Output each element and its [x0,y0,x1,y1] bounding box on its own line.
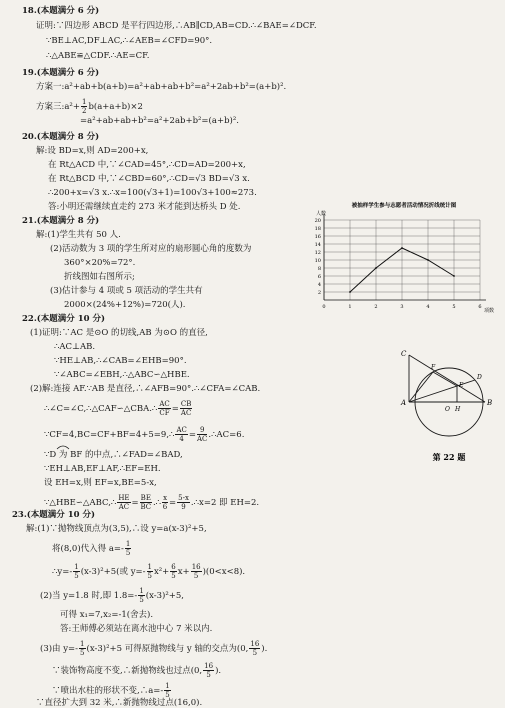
fraction: $\frac{1}{5}$ [74,563,79,580]
q22-line-9: ∵EH⊥AB,EF⊥AF,∴EF=EH. [44,464,161,474]
q23-line-2: 将(8,0)代入得 a=- $\frac{1}{5}$ [52,540,131,557]
y-tick-label: 18 [314,225,321,232]
q22-line-11: ∵△HBE∽△ABC,∴ $\frac{HE}{AC}$ = $\frac{BE}{BC}$ .∴ $\frac{x}{6}$ = $\frac{5-x}{9}$ .∴x=2 即 EH=2. [44,494,260,511]
q22-line-1: (1)证明:∵AC 是⊙O 的切线,AB 为⊙O 的直径, [30,328,208,338]
fraction: $\frac{HE}{AC}$ [118,494,130,511]
q23-line-10: ∵直径扩大到 32 米,∴新抛物线过点(16,0). [36,698,203,708]
x-tick-label: 3 [400,304,404,310]
x-tick-label: 2 [374,304,378,310]
q22-line-3: ∵HE⊥AB,∴∠CAB=∠EHB=90°. [54,356,187,366]
label-d: D [477,374,482,381]
q21-line-3: 360°×20%=72°. [64,258,136,268]
q20-line-3: 在 Rt△BCD 中,∵∠CBD=60°,∴CD=√3 BD=√3 x. [48,174,250,184]
x-tick-label: 4 [426,304,430,310]
fraction: $\frac{1}{5}$ [139,587,144,604]
chart-grid [324,220,480,300]
fraction: $\frac{x}{6}$ [162,494,168,511]
segment-fe [433,372,457,386]
q23-heading: 23.(本题满分 10 分) [12,510,96,520]
x-tick-label: 0 [322,304,326,310]
q22-line-8: ∵D 为 BF 的中点,∴∠FAD=∠BAD, [44,450,183,460]
data-point [427,259,429,261]
q20-line-4: ∴200+x=√3 x.∴x=100(√3+1)=100√3+100≈273. [48,188,257,198]
fraction: $\frac{1}{5}$ [147,563,152,580]
label-c: C [401,350,407,358]
q23-line-3: ∴y=- $\frac{1}{5}$ (x-3)²+5(或 y=- $\frac{1}{5}$ x²+ $\frac{6}{5}$ x+ $\frac{16}{5}$ )(0<x<8). [52,563,246,580]
x-tick-label: 1 [348,304,352,310]
q21-line-5: (3)估计参与 4 项或 5 项活动的学生共有 [50,286,203,296]
geometry-figure-q22 [365,350,505,465]
fraction: $\frac{1}{5}$ [125,540,131,557]
q23-line-9: ∵喷出水柱的形状不变,∴a=- $\frac{1}{5}$ [52,682,170,699]
figure-caption: 第 22 题 [432,452,466,462]
q18-line-2: ∵BE⊥AC,DF⊥AC,∴∠AEB=∠CFD=90°. [46,36,213,46]
fraction: $\frac{9}{AC}$ [197,426,208,443]
chart-title: 被抽样学生参与志愿者活动情况折线统计图 [351,203,457,209]
q22-line-7: ∵CF=4,BC=CF+BF=4+5=9,∴ $\frac{AC}{4}$ = $\frac{9}{AC}$ .∴AC=6. [44,426,245,443]
q20-line-2: 在 Rt△ACD 中,∵∠CAD=45°,∴CD=AD=200+x, [48,160,246,170]
q21-line-4: 折线图如右图所示; [64,272,135,282]
data-point [401,247,403,249]
fraction: $\frac{1}{5}$ [80,640,85,657]
q18-heading: 18.(本题满分 6 分) [22,6,100,16]
fraction: $\frac{5-x}{9}$ [178,494,189,511]
fraction: $\frac{16}{5}$ [250,640,260,657]
fraction: $\frac{AC}{CF}$ [159,400,170,417]
y-tick-label: 14 [314,241,321,248]
y-tick-label: 20 [314,217,321,224]
chart-ticks [315,218,482,310]
data-point [349,291,351,293]
q23-line-5: 可得 x₁=7,x₂=-1(舍去). [60,610,154,620]
q18-line-3: ∴△ABE≌△CDF.∴AE=CF. [46,51,150,61]
q20-heading: 20.(本题满分 8 分) [22,132,100,142]
q20-line-5: 答:小明还需继续直走约 273 米才能到达桥头 D 处. [48,202,241,212]
q23-line-4: (2)当 y=1.8 时,即 1.8=- $\frac{1}{5}$ (x-3)²+5, [40,587,184,604]
q23-line-1: 解:(1)∵抛物线顶点为(3,5),∴设 y=a(x-3)²+5, [26,524,207,534]
q22-line-10: 设 EH=x,则 EF=x,BE=5-x, [44,478,157,488]
q21-heading: 21.(本题满分 8 分) [22,216,100,226]
y-tick-label: 16 [314,233,321,240]
fraction: $\frac{AC}{4}$ [176,426,187,443]
label-b: B [487,399,493,407]
q18-line-1: 证明:∵四边形 ABCD 是平行四边形,∴AB∥CD,AB=CD.∴∠BAE=∠DCF. [36,21,317,31]
activity-line-chart [300,200,500,320]
y-tick-label: 8 [317,265,321,272]
q22-line-5: (2)解:连接 AF.∵AB 是直径,∴∠AFB=90°.∴∠CFA=∠CAB. [30,384,261,394]
q22-line-6: ∴∠C=∠C,∴△CAF∽△CBA.∴ $\frac{AC}{CF}$ = $\frac{CB}{AC}$ [44,400,192,417]
fraction: $\frac{BE}{BC}$ [140,494,152,511]
fraction: $\frac{16}{5}$ [191,563,201,580]
q23-line-8: ∵装饰物高度不变,∴新抛物线也过点(0, $\frac{16}{5}$ ). [52,662,222,679]
fraction: $\frac{1}{2}$ [81,98,87,115]
q20-line-1: 解:设 BD=x,则 AD=200+x, [36,146,149,156]
q23-line-6: 答:王师傅必须站在离水池中心 7 米以内. [60,624,213,634]
y-tick-label: 10 [314,257,321,264]
label-a: A [401,399,407,407]
fraction: $\frac{16}{5}$ [204,662,214,679]
q22-line-4: ∵∠ABC=∠EBH,∴△ABC∽△HBE. [54,370,190,380]
q21-line-1: 解:(1)学生共有 50 人. [36,230,121,240]
segment-af [409,372,433,402]
x-tick-label: 5 [452,304,456,310]
y-tick-label: 4 [317,281,321,288]
q23-line-7: (3)由 y=- $\frac{1}{5}$ (x-3)²+5 可得原抛物线与 y 轴的交点为(0, $\frac{16}{5}$ ). [40,640,268,657]
label-f: F [431,364,436,371]
chart-axes [324,214,486,300]
q19-line-1: 方案一:a²+ab+b(a+b)=a²+ab+ab+b²=a²+2ab+b²=(a+b)². [36,82,287,92]
fraction: $\frac{6}{5}$ [171,563,176,580]
data-point [375,267,377,269]
q19-line-3: =a²+ab+ab+b²=a²+2ab+b²=(a+b)². [80,116,239,126]
fraction: $\frac{CB}{AC}$ [180,400,192,417]
y-tick-label: 2 [317,289,321,296]
label-e: E [459,382,464,389]
data-point [453,275,455,277]
y-tick-label: 12 [314,249,321,256]
q21-line-2: (2)活动数为 3 项的学生所对应的扇形圆心角的度数为 [50,244,252,254]
label-o: O [445,406,450,413]
y-tick-label: 6 [317,273,321,280]
chart-x-label: 项数 [484,308,495,314]
segment-ad [409,380,475,402]
q19-heading: 19.(本题满分 6 分) [22,68,100,78]
q22-heading: 22.(本题满分 10 分) [22,314,106,324]
q22-line-2: ∴AC⊥AB. [54,342,96,352]
x-tick-label: 6 [478,304,482,310]
label-h: H [455,406,461,413]
chart-y-label: 人数 [316,211,327,217]
q19-line-2: 方案三:a²+ $\frac{1}{2}$ b(a+a+b)×2 [36,98,143,115]
fraction: $\frac{1}{5}$ [165,682,170,699]
q21-line-6: 2000×(24%+12%)=720(人). [64,300,186,310]
